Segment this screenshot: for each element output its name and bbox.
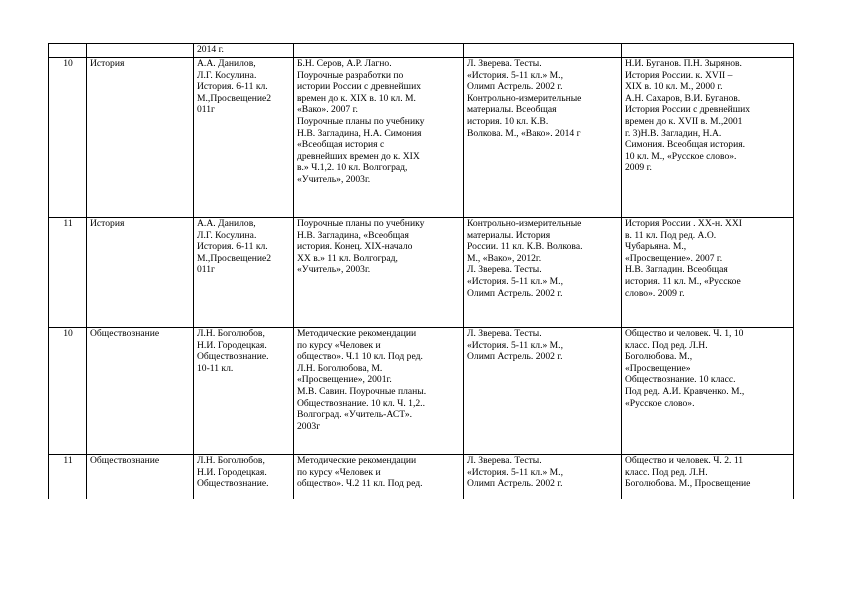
row-number-cell: 10 [49, 58, 87, 218]
cell-text-line: Боголюбова. М., Просвещение [625, 478, 751, 490]
cell-text-line: слово». 2009 г. [625, 287, 685, 299]
cell-text-line: Обществознание. [197, 351, 269, 363]
cell-text-line: М.,Просвещение2 [197, 92, 272, 104]
cell-text-line: древнейших времен до к. XIX [297, 150, 420, 162]
cell-text-line: История России . XX-н. XXI [625, 218, 742, 229]
control-materials-cell [464, 58, 622, 218]
subject-cell: Обществознание [87, 455, 194, 500]
cell-text-line: Контрольно-измерительные [467, 92, 582, 104]
cell-text-line: общество». Ч.1 10 кл. Под ред. [297, 351, 423, 363]
cell-text-line: Н.И. Городецкая. [197, 466, 267, 478]
cell-text-line: Л.Г. Косулина. [197, 229, 257, 241]
cell-text-line: Л. Зверева. Тесты. [467, 455, 542, 466]
row-number-cell: 11 [49, 455, 87, 500]
cell-text-line: материалы. Всеобщая [467, 104, 557, 116]
cell-text-line: Общество и человек. Ч. 1, 10 [625, 328, 744, 339]
cell-text-line: XIX в. 10 кл. М., 2000 г. [625, 81, 723, 93]
cell-text-line: Боголюбова. М., [625, 351, 693, 363]
cell-text-line: времен до к. XVII в. М.,2001 [625, 115, 743, 127]
cell-text-line: Чубарьяна. М., [625, 241, 687, 253]
cell-text-line: 2003г [297, 420, 321, 432]
textbook-cell [194, 218, 294, 328]
methodical-cell [294, 218, 464, 328]
cell-text-line: «История. 5-11 кл.» М., [467, 275, 563, 287]
cell-text-line: А.А. Данилов, [197, 218, 256, 229]
cell-text-line: «Учитель», 2003г. [297, 173, 371, 185]
cell-text-line: Под ред. А.И. Кравченко. М., [625, 385, 745, 397]
cell-text-line: Контрольно-измерительные [467, 218, 582, 229]
control-materials-cell [464, 328, 622, 455]
cell-text-line: России. 11 кл. К.В. Волкова. [467, 241, 583, 253]
cell-text-line: класс. Под ред. Л.Н. [625, 466, 708, 478]
cell-text-line: Л. Зверева. Тесты. [467, 58, 542, 69]
cell-text-line: в.» Ч.1,2. 10 кл. Волгоград, [297, 162, 408, 174]
row-number-cell [49, 44, 87, 58]
cell-text-line: Л. Зверева. Тесты. [467, 264, 542, 276]
cell-text-line: «Просвещение». 2007 г. [625, 252, 723, 264]
cell-text-line: «История. 5-11 кл.» М., [467, 466, 563, 478]
cell-text-line: А.А. Данилов, [197, 58, 256, 69]
control-materials-cell [464, 218, 622, 328]
cell-text-line: «История. 5-11 кл.» М., [467, 69, 563, 81]
cell-text-line: Н.В. Загладина, Н.А. Симония [297, 127, 422, 139]
cell-text-line: Методические рекомендации [297, 455, 417, 466]
cell-text-line: «Учитель», 2003г. [297, 264, 371, 276]
cell-text-line: 2014 г. [197, 44, 224, 55]
cell-text-line: 2009 г. [625, 162, 652, 174]
subject-cell [87, 44, 194, 58]
cell-text-line: Л. Зверева. Тесты. [467, 328, 542, 339]
cell-text-line: Олимп Астрель. 2002 г. [467, 287, 563, 299]
cell-text-line: Олимп Астрель. 2002 г. [467, 351, 563, 363]
subject-cell: История [87, 218, 194, 328]
cell-text-line: общество». Ч.2 11 кл. Под ред. [297, 478, 423, 490]
cell-text-line: Н.В. Загладина, «Всеобщая [297, 229, 409, 241]
cell-text-line: Б.Н. Серов, А.Р. Лагно. [297, 58, 392, 69]
cell-text-line: Волкова. М., «Вако». 2014 г [467, 127, 581, 139]
textbook-cell [194, 58, 294, 218]
cell-text-line: Л.Г. Косулина. [197, 69, 257, 81]
cell-text-line: история. 10 кл. К.В. [467, 115, 549, 127]
cell-text-line: М.В. Савин. Поурочные планы. [297, 385, 427, 397]
cell-text-line: Н.В. Загладин. Всеобщая [625, 264, 728, 276]
cell-text-line: «Всеобщая история с [297, 139, 385, 151]
table-row [49, 455, 794, 500]
additional-literature-cell [622, 328, 794, 455]
cell-text-line: Поурочные планы по учебнику [297, 218, 425, 229]
cell-text-line: Общество и человек. Ч. 2. 11 [625, 455, 744, 466]
cell-text-line: материалы. История [467, 229, 551, 241]
table-row [49, 58, 794, 218]
subject-cell: История [87, 58, 194, 218]
cell-text-line: История. 6-11 кл. [197, 81, 268, 93]
methodical-cell [294, 44, 464, 58]
cell-text-line: класс. Под ред. Л.Н. [625, 339, 708, 351]
cell-text-line: Н.И. Городецкая. [197, 339, 267, 351]
textbook-cell [194, 44, 294, 58]
cell-text-line: Л.Н. Боголюбов, [197, 455, 265, 466]
additional-literature-cell [622, 455, 794, 500]
cell-text-line: Олимп Астрель. 2002 г. [467, 81, 563, 93]
cell-text-line: М., «Вако», 2012г. [467, 252, 542, 264]
cell-text-line: по курсу «Человек и [297, 339, 381, 351]
cell-text-line: История России. к. XVII – [625, 69, 733, 81]
table-row [49, 44, 794, 58]
cell-text-line: Л.Н. Боголюбова, М. [297, 362, 383, 374]
additional-literature-cell [622, 44, 794, 58]
table-row [49, 328, 794, 455]
row-number-cell: 10 [49, 328, 87, 455]
cell-text-line: «История. 5-11 кл.» М., [467, 339, 563, 351]
methodical-cell [294, 328, 464, 455]
cell-text-line: Методические рекомендации [297, 328, 417, 339]
methodical-cell [294, 455, 464, 500]
cell-text-line: Волгоград. «Учитель-АСТ». [297, 409, 413, 421]
cell-text-line: А.Н. Сахаров, В.И. Буганов. [625, 92, 741, 104]
cell-text-line: 011г [197, 264, 215, 276]
cell-text-line: М.,Просвещение2 [197, 252, 272, 264]
cell-text-line: XX в.» 11 кл. Волгоград, [297, 252, 398, 264]
curriculum-table [48, 43, 794, 499]
cell-text-line: г. 3)Н.В. Загладин, Н.А. [625, 127, 722, 139]
cell-text-line: Обществознание. 10 кл. Ч. 1,2.. [297, 397, 425, 409]
cell-text-line: «Вако». 2007 г. [297, 104, 358, 116]
textbook-cell [194, 328, 294, 455]
cell-text-line: Обществознание. [197, 478, 269, 490]
cell-text-line: по курсу «Человек и [297, 466, 381, 478]
methodical-cell [294, 58, 464, 218]
cell-text-line: Обществознание. 10 класс. [625, 374, 736, 386]
cell-text-line: Симония. Всеобщая история. [625, 139, 746, 151]
cell-text-line: история. 11 кл. М., «Русское [625, 275, 741, 287]
additional-literature-cell [622, 218, 794, 328]
cell-text-line: «Русское слово». [625, 397, 695, 409]
cell-text-line: истории России с древнейших [297, 81, 422, 93]
cell-text-line: 10 кл. М., «Русское слово». [625, 150, 737, 162]
cell-text-line: История России с древнейших [625, 104, 751, 116]
cell-text-line: Л.Н. Боголюбов, [197, 328, 265, 339]
cell-text-line: 011г [197, 104, 215, 116]
cell-text-line: Поурочные разработки по [297, 69, 404, 81]
table-row [49, 218, 794, 328]
cell-text-line: в. 11 кл. Под ред. А.О. [625, 229, 717, 241]
additional-literature-cell [622, 58, 794, 218]
subject-cell: Обществознание [87, 328, 194, 455]
row-number-cell: 11 [49, 218, 87, 328]
control-materials-cell [464, 455, 622, 500]
cell-text-line: Поурочные планы по учебнику [297, 115, 425, 127]
cell-text-line: 10-11 кл. [197, 362, 234, 374]
cell-text-line: история. Конец. XIX-начало [297, 241, 413, 253]
cell-text-line: «Просвещение» [625, 362, 691, 374]
cell-text-line: Н.И. Буганов. П.Н. Зырянов. [625, 58, 742, 69]
textbook-cell [194, 455, 294, 500]
cell-text-line: «Просвещение», 2001г. [297, 374, 392, 386]
control-materials-cell [464, 44, 622, 58]
cell-text-line: времен до к. XIX в. 10 кл. М. [297, 92, 416, 104]
cell-text-line: Олимп Астрель. 2002 г. [467, 478, 563, 490]
cell-text-line: История. 6-11 кл. [197, 241, 268, 253]
